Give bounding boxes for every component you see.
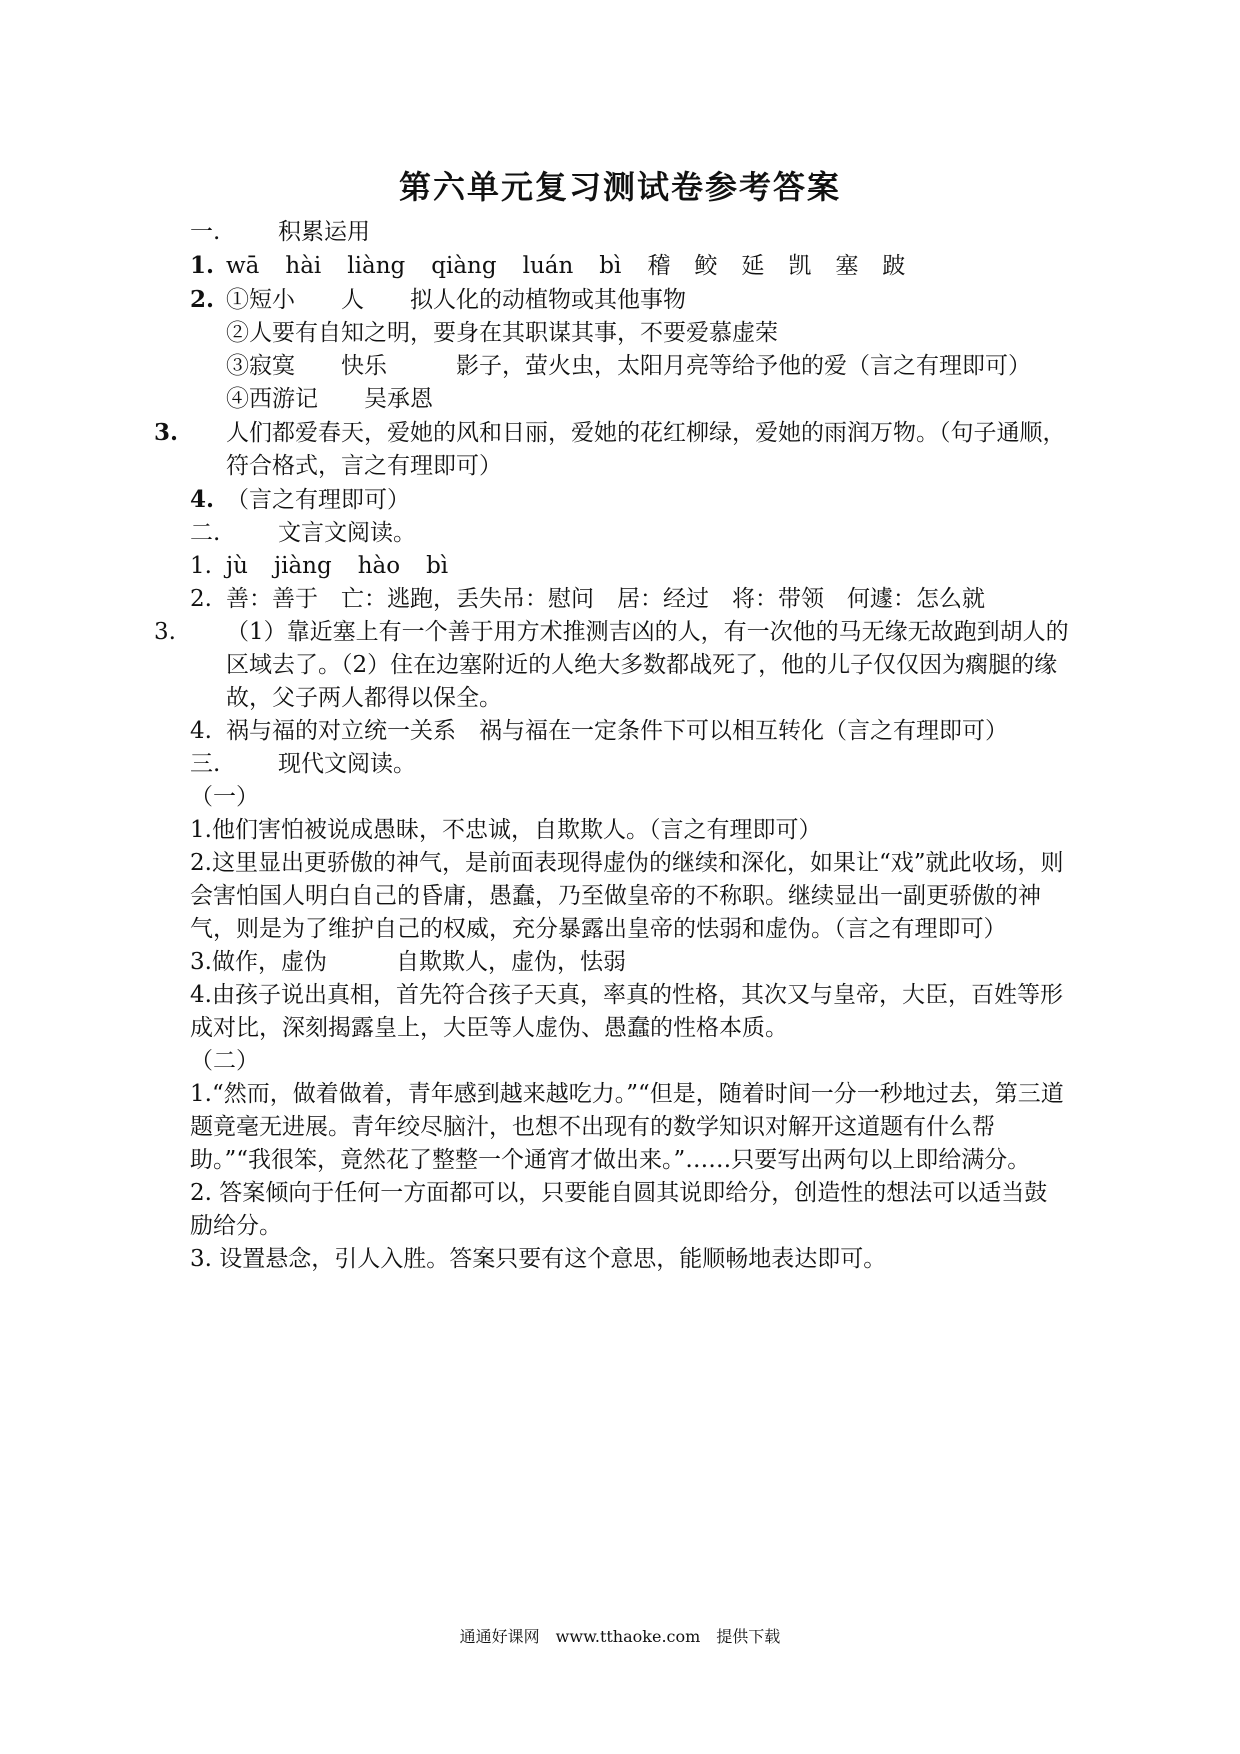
- s1-q2-number: 2.: [190, 286, 215, 313]
- char-item: 跛: [882, 253, 906, 279]
- s1-q1-char-list: [647, 253, 929, 279]
- s2-q1-number: 1.: [190, 553, 212, 579]
- s1-q2-line-4: ④西游记 吴承恩: [226, 386, 433, 412]
- pinyin-item: hào: [357, 553, 401, 579]
- page-footer: 通通好课网 www.tthaoke.com 提供下载: [459, 1627, 781, 1646]
- char-item: 稽: [647, 253, 671, 279]
- section-3-number: 三.: [190, 751, 221, 777]
- pinyin-item: wā: [226, 253, 260, 279]
- s1-q4: [190, 483, 1070, 517]
- section-2-title: 文言文阅读。: [278, 520, 416, 546]
- section-2-heading: [190, 517, 1070, 550]
- pinyin-item: jù: [226, 553, 248, 579]
- s1-q2: [190, 283, 1070, 317]
- pinyin-item: bì: [426, 553, 449, 579]
- s2-q3-text: （1）靠近塞上有一个善于用方术推测吉凶的人，有一次他的马无缘无故跑到胡人的区域去了。（2）住在边塞附近的人绝大多数都战死了，他的儿子仅仅因为瘸腿的缘故，父子两人都得以保全。: [226, 619, 1069, 711]
- section-1-number: 一.: [190, 219, 221, 245]
- s2-q2: [190, 583, 1070, 616]
- s2-q4-text: 祸与福的对立统一关系 祸与福在一定条件下可以相互转化（言之有理即可）: [226, 718, 1008, 744]
- s2-q1-pinyin-list: [226, 553, 474, 579]
- pinyin-item: jiàng: [273, 553, 332, 579]
- s3-p1-answer-4: 4.由孩子说出真相，首先符合孩子天真，率真的性格，其次又与皇帝，大臣，百姓等形成对比，深刻揭露皇上，大臣等人虚伪、愚蠢的性格本质。: [190, 982, 1063, 1041]
- section-3-title: 现代文阅读。: [278, 751, 416, 777]
- s2-q2-number: 2.: [190, 586, 212, 612]
- s1-q1-number: 1.: [190, 252, 215, 279]
- char-item: 鲛: [694, 253, 718, 279]
- section-2-number: 二.: [190, 520, 221, 546]
- s2-q4-number: 4.: [190, 718, 212, 744]
- s3-part-2-label: （二）: [190, 1048, 259, 1074]
- s3-p2-answer-1: 1.“然而，做着做着，青年感到越来越吃力。”“但是，随着时间一分一秒地过去，第三道题竟毫无进展。青年绞尽脑汁，也想不出现有的数学知识对解开这道题有什么帮助。”“我很笨，竟然花了整整一个通宵才做出来。”……只要写出两句以上即给满分。: [190, 1081, 1064, 1173]
- pinyin-item: luán: [522, 253, 574, 279]
- section-3-heading: [190, 748, 1070, 781]
- s2-q3: [154, 616, 1070, 715]
- s3-p2-answer-2: 2. 答案倾向于任何一方面都可以，只要能自圆其说即给分，创造性的想法可以适当鼓励给分。: [190, 1180, 1048, 1239]
- pinyin-item: qiàng: [431, 253, 497, 279]
- s3-p1-answer-1: 1.他们害怕被说成愚昧，不忠诚，自欺欺人。（言之有理即可）: [190, 817, 822, 843]
- s1-q2-line-2: ②人要有自知之明，要身在其职谋其事，不要爱慕虚荣: [226, 320, 778, 346]
- s1-q3: [154, 416, 1070, 483]
- s1-q3-text: 人们都爱春天，爱她的风和日丽，爱她的花红柳绿，爱她的雨润万物。（句子通顺，符合格式，言之有理即可）: [226, 420, 1066, 479]
- char-item: 凯: [788, 253, 812, 279]
- section-1-title: 积累运用: [278, 219, 370, 245]
- s1-q2-line-1: ①短小 人 拟人化的动植物或其他事物: [226, 287, 686, 313]
- s1-q3-number: 3.: [154, 419, 179, 446]
- pinyin-item: liàng: [347, 253, 406, 279]
- char-item: 延: [741, 253, 765, 279]
- s3-p1-answer-2: 2.这里显出更骄傲的神气，是前面表现得虚伪的继续和深化，如果让“戏”就此收场，则会害怕国人明白自己的昏庸，愚蠢，乃至做皇帝的不称职。继续显出一副更骄傲的神气，则是为了维护自己的权威，充分暴露出皇帝的怯弱和虚伪。（言之有理即可）: [190, 850, 1064, 942]
- s3-p1-answer-3: 3.做作，虚伪 自欺欺人，虚伪，怯弱: [190, 949, 626, 975]
- s2-q1: [190, 550, 1070, 583]
- s1-q2-line-3: ③寂寞 快乐 影子，萤火虫，太阳月亮等给予他的爱（言之有理即可）: [226, 353, 1031, 379]
- pinyin-item: hài: [285, 253, 322, 279]
- s2-q3-number: 3.: [154, 619, 176, 645]
- section-1-heading: [190, 216, 1070, 249]
- s1-q4-number: 4.: [190, 486, 215, 513]
- s1-q1: [190, 249, 1070, 283]
- s1-q1-pinyin-list: [226, 253, 647, 279]
- s3-p2-answer-3: 3. 设置悬念，引人入胜。答案只要有这个意思，能顺畅地表达即可。: [190, 1246, 887, 1272]
- s2-q2-text: 善：善于 亡：逃跑，丢失吊：慰问 居：经过 将：带领 何遽：怎么就: [226, 586, 985, 612]
- pinyin-item: bì: [599, 253, 622, 279]
- char-item: 塞: [835, 253, 859, 279]
- page-title: 第六单元复习测试卷参考答案: [398, 168, 841, 206]
- s1-q4-text: （言之有理即可）: [226, 487, 410, 513]
- s2-q4: [190, 715, 1070, 748]
- s3-part-1-label: （一）: [190, 784, 259, 810]
- answer-body: [154, 216, 1070, 1276]
